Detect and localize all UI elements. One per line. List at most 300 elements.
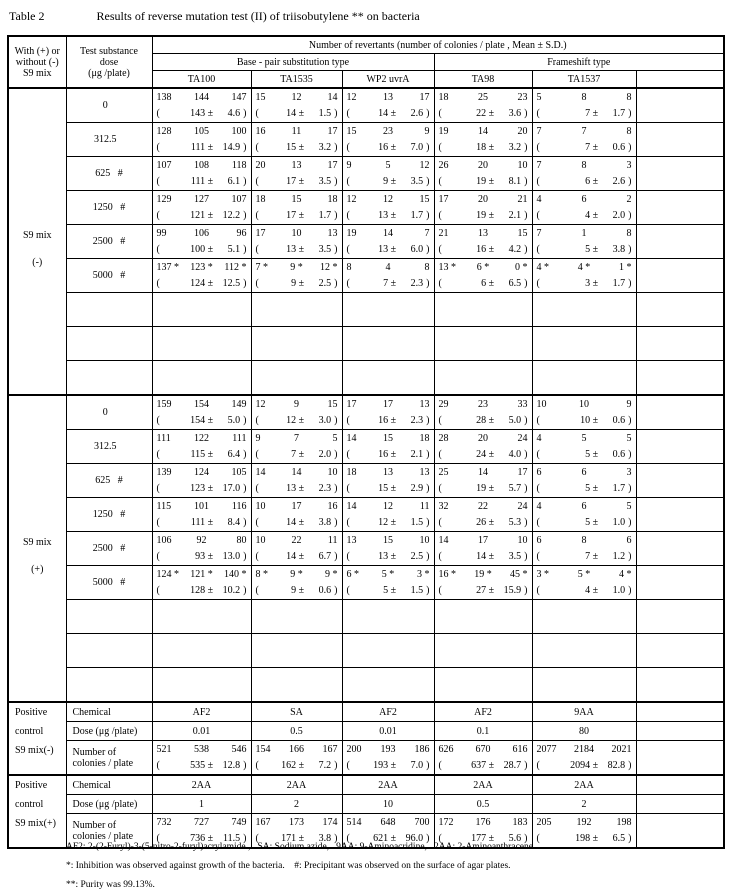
mean-value: 4 ± [585,585,599,596]
mean-value: 17 ± [286,176,305,187]
dose-cell [66,566,152,600]
strain-cell [532,430,636,464]
sd-value: 2.5 [410,551,424,562]
plate-count: 9 [346,160,352,171]
paren-open: ( [438,833,442,844]
plate-count: 4 * [536,262,549,273]
paren-open: ( [156,551,160,562]
paren-open: ( [438,278,442,289]
plate-count: 22 [478,501,488,512]
paren-open: ( [536,483,540,494]
strain-cell [532,532,636,566]
plate-count: 23 [478,399,488,410]
plate-count: 116 [231,501,247,512]
paren-close: ) [334,278,338,289]
plate-count: 173 [288,817,304,828]
sd-value: 7.2 [318,760,332,771]
sd-value: 0.6 [318,585,332,596]
precipitate-mark: # [117,168,123,179]
paren-open: ( [255,108,259,119]
paren-open: ( [346,483,350,494]
paren-close: ) [243,415,247,426]
paren-close: ) [628,210,632,221]
paren-close: ) [334,585,338,596]
paren-open: ( [536,833,540,844]
strain-cell [152,566,251,600]
header-s9-mix [8,36,66,88]
mean-value: 7 ± [383,278,397,289]
plate-count: 15 [383,433,393,444]
strain-cell [251,123,342,157]
paren-close: ) [334,108,338,119]
plate-count: 12 [383,194,393,205]
mean-value: 121 ± [190,210,214,221]
plate-count: 18 [327,194,338,205]
mean-value: 12 ± [378,517,397,528]
plate-count: 8 [581,535,587,546]
mean-value: 14 ± [286,551,305,562]
strain-cell [342,191,434,225]
sd-value: 0.6 [612,142,626,153]
plate-count: 1 * [619,262,632,273]
empty-cell [251,293,342,327]
chemical-name: 2AA [342,775,434,795]
plate-count: 13 [419,467,430,478]
plate-count: 3 [626,467,632,478]
plate-count: 129 [156,194,172,205]
empty-cell [636,464,724,498]
paren-close: ) [243,483,247,494]
label-line: colonies / plate [72,757,134,769]
paren-open: ( [255,551,259,562]
footnote-abbreviations: AF2: 2-(2-Furyl)-3-(5-nitro-2-furyl)acrylamide , SA: Sodium azide, 9AA: 9-Aminoacridine, 2AA: 2-Aminoanthracene [66,842,533,852]
plate-count: 7 [536,126,542,137]
paren-close: ) [243,585,247,596]
plate-count: 749 [231,817,247,828]
plate-count: 17 [419,92,430,103]
mean-value: 6 ± [481,278,495,289]
sd-value: 1.7 [612,278,626,289]
sd-value: 82.8 [607,760,626,771]
plate-count: 159 [156,399,172,410]
plate-count: 670 [475,744,491,755]
empty-cell [66,361,152,396]
empty-cell [342,327,434,361]
sd-value: 6.5 [612,833,626,844]
plate-count: 19 [438,126,449,137]
plate-count: 11 [327,535,338,546]
plate-count: 15 [255,92,266,103]
plate-count: 23 [517,92,528,103]
paren-close: ) [243,142,247,153]
paren-close: ) [524,551,528,562]
strain-cell [532,259,636,293]
sd-value: 5.6 [508,833,522,844]
sd-value: 1.7 [410,210,424,221]
paren-close: ) [628,517,632,528]
plate-count: 2077 [536,744,557,755]
plate-count: 124 [194,467,209,478]
mean-value: 9 ± [291,585,305,596]
plate-count: 193 [380,744,396,755]
paren-close: ) [426,551,430,562]
mean-value: 7 ± [585,142,599,153]
mean-value: 5 ± [383,585,397,596]
plate-count: 6 * [346,569,359,580]
paren-close: ) [426,415,430,426]
paren-open: ( [255,244,259,255]
mean-value: 16 ± [378,142,397,153]
plate-count: 167 [255,817,271,828]
plate-count: 144 [194,92,209,103]
header-strain: TA1537 [532,71,636,89]
plate-count: 12 * [319,262,338,273]
plate-count: 700 [414,817,430,828]
header-line: S9 mix [22,67,52,79]
plate-count: 8 [346,262,352,273]
empty-cell [532,600,636,634]
precipitate-mark: # [120,202,126,213]
plate-count: 29 [438,399,449,410]
mean-value: 115 ± [190,449,214,460]
plate-count: 14 [383,228,393,239]
s9-label: S9 mix [22,536,52,548]
plate-count: 8 [626,228,632,239]
paren-open: ( [536,585,540,596]
dose-cell [66,88,152,123]
plate-count: 3 * [417,569,430,580]
dose-value: 10 [342,795,434,814]
paren-open: ( [255,176,259,187]
paren-open: ( [255,278,259,289]
plate-count: 105 [231,467,247,478]
dose-value: 0.01 [152,722,251,741]
sd-value: 2.9 [410,483,424,494]
strain-cell [251,395,342,430]
empty-cell [532,293,636,327]
strain-cell [532,191,636,225]
label-line: control [15,799,44,810]
plate-count: 18 [419,433,430,444]
strain-cell [251,259,342,293]
paren-close: ) [628,415,632,426]
mean-value: 14 ± [286,517,305,528]
plate-count: 10 [327,467,338,478]
mean-value: 19 ± [476,176,495,187]
plate-count: 626 [438,744,454,755]
strain-cell [434,225,532,259]
plate-count: 9 [255,433,261,444]
plate-count: 10 [579,399,589,410]
mean-value: 93 ± [195,551,214,562]
sd-value: 17.0 [222,483,241,494]
plate-count: 5 [536,92,542,103]
plate-count: 9 [293,399,299,410]
mean-value: 22 ± [476,108,495,119]
paren-open: ( [536,278,540,289]
strain-cell [342,741,434,776]
paren-open: ( [438,585,442,596]
empty-cell [636,668,724,703]
plate-count: 9 * [324,569,338,580]
plate-count: 11 [419,501,430,512]
plate-count: 17 [255,228,266,239]
plate-count: 6 [536,535,542,546]
mean-value: 7 ± [585,551,599,562]
sd-value: 3.2 [318,142,332,153]
paren-close: ) [334,142,338,153]
strain-cell [152,498,251,532]
plate-count: 21 [438,228,449,239]
mean-value: 18 ± [476,142,495,153]
mean-value: 9 ± [383,176,397,187]
plate-count: 12 [291,92,302,103]
plate-count: 10 [517,160,528,171]
plate-count: 101 [194,501,209,512]
plate-count: 8 [581,160,587,171]
paren-open: ( [438,210,442,221]
plate-count: 514 [346,817,362,828]
empty-cell [532,668,636,703]
mean-value: 123 ± [190,483,214,494]
dose-value: 625 [95,475,111,486]
plate-count: 20 [478,433,488,444]
strain-cell [342,157,434,191]
plate-count: 124 * [156,569,179,580]
empty-cell [636,361,724,396]
plate-count: 118 [231,160,247,171]
empty-cell [152,600,251,634]
strain-cell [532,225,636,259]
mean-value: 13 ± [286,483,305,494]
mean-value: 14 ± [378,108,397,119]
plate-count: 200 [346,744,362,755]
strain-cell [342,498,434,532]
empty-cell [434,634,532,668]
mean-value: 15 ± [286,142,305,153]
plate-count: 107 [156,160,172,171]
paren-close: ) [426,833,430,844]
mean-value: 27 ± [476,585,495,596]
empty-cell [66,668,152,703]
plate-count: 24 [517,433,528,444]
sd-value: 15.9 [503,585,522,596]
paren-open: ( [346,415,350,426]
plate-count: 17 [327,160,338,171]
empty-cell [251,600,342,634]
dose-value: 5000 [92,270,113,281]
label-line: S9 mix(+) [15,818,56,829]
sd-value: 6.5 [508,278,522,289]
paren-close: ) [426,108,430,119]
plate-count: 183 [512,817,528,828]
plate-count: 24 [517,501,528,512]
plate-count: 17 [478,535,488,546]
plate-count: 13 [383,92,393,103]
plate-count: 17 [438,194,449,205]
empty-cell [636,123,724,157]
sd-value: 3.5 [508,551,522,562]
plate-count: 10 [255,501,266,512]
plate-count: 25 [478,92,488,103]
mean-value: 24 ± [476,449,495,460]
empty-cell [66,327,152,361]
mean-value: 13 ± [378,551,397,562]
empty-cell [342,634,434,668]
sd-value: 0.6 [612,449,626,460]
sd-value: 3.2 [508,142,522,153]
plate-count: 14 [346,433,357,444]
plate-count: 7 [424,228,430,239]
empty-cell [66,634,152,668]
plate-count: 20 [478,160,488,171]
dose-cell [66,395,152,430]
paren-open: ( [346,585,350,596]
plate-count: 20 [517,126,528,137]
paren-close: ) [426,585,430,596]
paren-close: ) [628,833,632,844]
paren-open: ( [156,517,160,528]
dose-value: 5000 [92,577,113,588]
paren-close: ) [243,517,247,528]
strain-cell [152,430,251,464]
sd-value: 12.8 [222,760,241,771]
plate-count: 5 [385,160,391,171]
plate-count: 154 [255,744,271,755]
paren-open: ( [346,833,350,844]
paren-open: ( [438,176,442,187]
plate-count: 6 [581,467,587,478]
sd-value: 1.5 [318,108,332,119]
plate-count: 107 [231,194,247,205]
paren-close: ) [524,108,528,119]
plate-count: 4 [536,433,542,444]
plate-count: 192 [576,817,592,828]
strain-cell [532,741,636,776]
plate-count: 115 [156,501,172,512]
mean-value: 193 ± [373,760,397,771]
plate-count: 139 [156,467,172,478]
paren-open: ( [346,176,350,187]
paren-open: ( [438,142,442,153]
paren-close: ) [524,517,528,528]
empty-cell [636,327,724,361]
plate-count: 16 * [438,569,456,580]
sd-value: 5.0 [227,415,241,426]
plate-count: 15 [419,194,430,205]
plate-count: 19 [346,228,357,239]
results-table [7,35,725,849]
dose-value: 0.5 [434,795,532,814]
empty-cell [636,814,724,849]
plate-count: 8 [581,92,587,103]
plate-count: 15 [291,194,302,205]
mean-value: 12 ± [286,415,305,426]
empty-cell [636,157,724,191]
paren-close: ) [524,833,528,844]
paren-close: ) [426,483,430,494]
label-line: Positive [15,780,48,791]
paren-close: ) [243,449,247,460]
table-number: Table 2 [9,9,45,23]
sd-value: 6.4 [227,449,241,460]
paren-close: ) [334,483,338,494]
paren-close: ) [426,142,430,153]
plate-count: 14 [327,92,338,103]
paren-open: ( [438,108,442,119]
header-line: without (-) [15,56,59,68]
s9-sign: (+) [31,563,44,575]
paren-open: ( [156,210,160,221]
dose-value: 0.5 [251,722,342,741]
plate-count: 732 [156,817,172,828]
plate-count: 15 [517,228,528,239]
paren-close: ) [628,244,632,255]
paren-open: ( [438,760,442,771]
paren-open: ( [536,108,540,119]
plate-count: 727 [194,817,209,828]
chemical-name: 2AA [434,775,532,795]
plate-count: 4 * [619,569,632,580]
plate-count: 45 * [510,569,528,580]
strain-cell [251,88,342,123]
paren-open: ( [156,108,160,119]
empty-cell [636,600,724,634]
paren-close: ) [524,210,528,221]
sd-value: 3.8 [318,517,332,528]
plate-count: 149 [231,399,247,410]
paren-open: ( [156,760,160,771]
sd-value: 3.5 [318,176,332,187]
strain-cell [434,430,532,464]
empty-cell [636,795,724,814]
paren-close: ) [628,176,632,187]
section-label [8,88,66,395]
paren-close: ) [524,760,528,771]
paren-open: ( [255,833,259,844]
paren-close: ) [334,517,338,528]
mean-value: 13 ± [378,244,397,255]
strain-cell [251,566,342,600]
plate-count: 33 [517,399,528,410]
paren-open: ( [346,210,350,221]
empty-cell [152,361,251,396]
paren-open: ( [438,244,442,255]
paren-open: ( [255,415,259,426]
strain-cell [152,88,251,123]
header-line: With (+) or [14,45,60,57]
empty-cell [636,395,724,430]
plate-count: 10 [536,399,547,410]
empty-cell [342,668,434,703]
dose-value: 0.1 [434,722,532,741]
label-line: S9 mix(-) [15,745,54,756]
dose-value: 2500 [92,543,113,554]
mean-value: 100 ± [190,244,214,255]
paren-open: ( [346,760,350,771]
mean-value: 26 ± [476,517,495,528]
dose-label: Dose (μg /plate) [66,795,152,814]
plate-count: 112 * [224,262,247,273]
paren-open: ( [156,449,160,460]
paren-close: ) [524,176,528,187]
paren-close: ) [524,585,528,596]
paren-close: ) [243,210,247,221]
plate-count: 96 [236,228,247,239]
dose-value: 312.5 [94,441,117,452]
plate-count: 172 [438,817,454,828]
plate-count: 122 [194,433,209,444]
